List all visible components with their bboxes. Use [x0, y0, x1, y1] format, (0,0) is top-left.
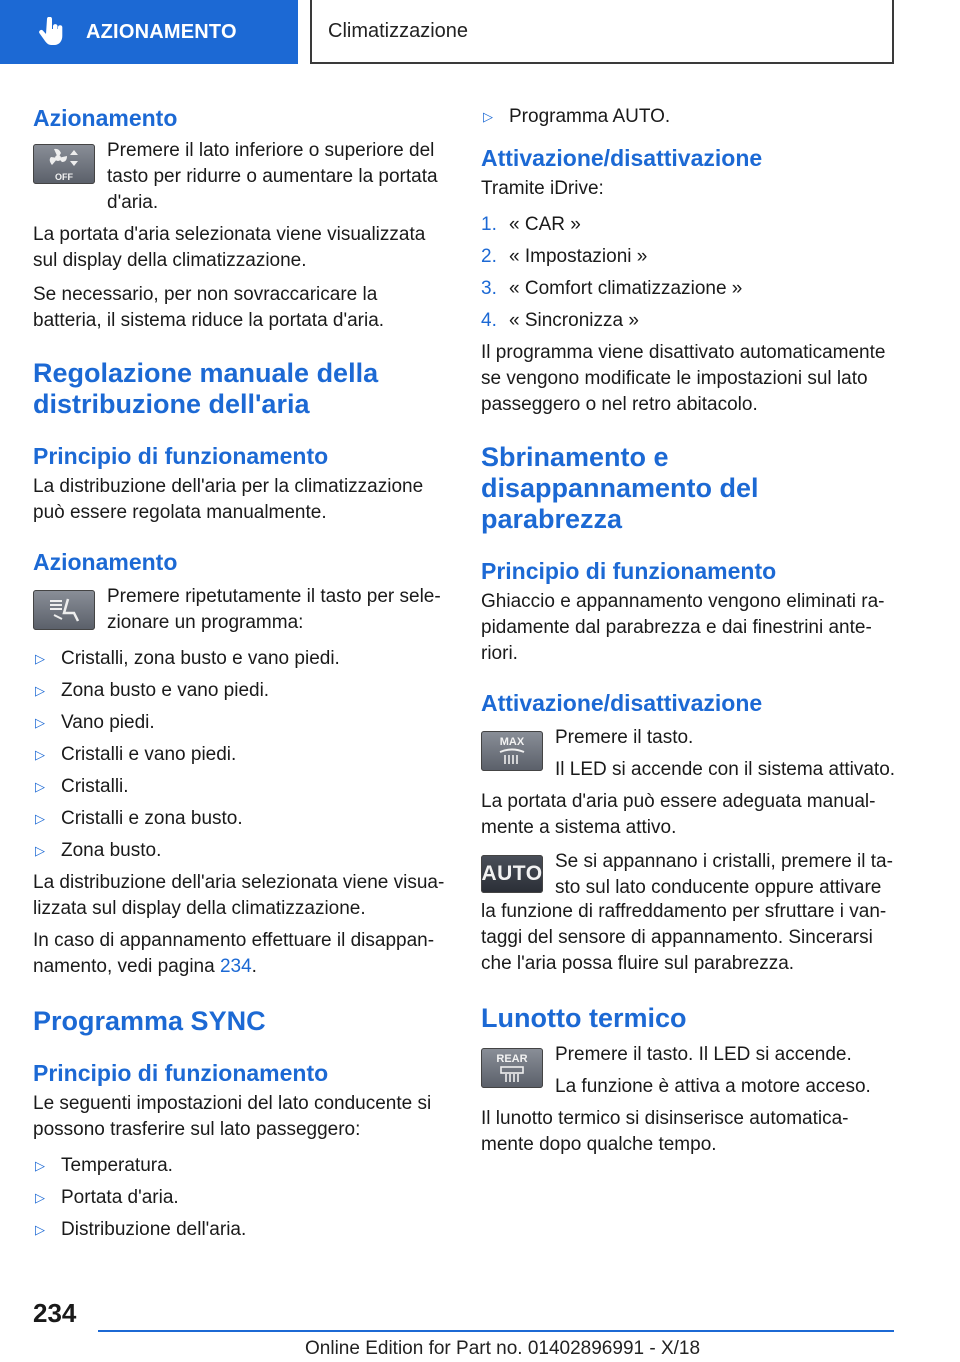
- heading-azionamento-2: Azionamento: [33, 549, 178, 575]
- heading-lunotto: Lunotto termico: [481, 1003, 687, 1033]
- text-disappannamento: In caso di appannamento effettuare il disappan‐namento, vedi pagina 234.: [33, 930, 435, 977]
- auto-button-row: [481, 851, 897, 901]
- list-item: 2. « Impostazioni »: [481, 246, 648, 267]
- max-label: MAX: [499, 736, 525, 748]
- text-manual: La portata d'aria può essere adeguata manual‐mente a sistema attivo.: [481, 791, 876, 838]
- page-link[interactable]: 234: [219, 956, 252, 977]
- text-lunotto-1: Premere il tasto. Il LED si accende.: [555, 1044, 852, 1065]
- text-distribuzione-display: La distribuzione dell'aria selezionata viene visua‐lizzata sul display della climatizzazione.: [33, 872, 445, 919]
- text-led: Il LED si accende con il sistema attivato.: [555, 759, 896, 780]
- text-batteria: Se necessario, per non sovraccaricare la batteria, il sistema riduce la portata d'aria.: [33, 284, 385, 331]
- fan-icon: [44, 146, 84, 172]
- air-distribution-button-icon: [33, 590, 95, 630]
- text-premere-tasto: Premere il tasto.: [555, 727, 694, 748]
- chapter-breadcrumb[interactable]: [310, 0, 894, 64]
- distribution-button-row: [33, 586, 449, 636]
- list-item: 4. « Sincronizza »: [481, 310, 639, 331]
- fan-button-row: [33, 140, 449, 216]
- list-item: ▷ Cristalli.: [35, 776, 129, 797]
- idrive-steps: [481, 212, 897, 334]
- program-list: [33, 646, 449, 864]
- list-item: 3. « Comfort climatizzazione »: [481, 278, 743, 299]
- edition-note: Online Edition for Part no. 01402896991 - X/18: [305, 1338, 701, 1359]
- max-button-row: [481, 727, 897, 783]
- section-tab[interactable]: [0, 0, 298, 64]
- list-item: ▷ Portata d'aria.: [35, 1187, 179, 1208]
- list-item: ▷ Zona busto.: [35, 840, 162, 861]
- text-lunotto-3: Il lunotto termico si disinserisce automatica‐mente dopo qualche tempo.: [481, 1108, 849, 1155]
- heading-principio-3: Principio di funzionamento: [481, 558, 777, 584]
- text-principio-2: Le seguenti impostazioni del lato conducente si possono trasferire sul lato passeggero:: [33, 1093, 432, 1140]
- list-item: ▷ Cristalli e zona busto.: [35, 808, 243, 829]
- text-idrive: Tramite iDrive:: [481, 178, 604, 199]
- heading-attivazione-1: Attivazione/disattivazione: [481, 145, 763, 171]
- footer-divider: [98, 1330, 894, 1332]
- heading-attivazione-2: Attivazione/disattivazione: [481, 690, 763, 716]
- rear-label: REAR: [496, 1053, 528, 1065]
- list-item: ▷ Vano piedi.: [35, 712, 155, 733]
- right-column: [481, 100, 897, 1158]
- text-auto-rest: la funzione di raffreddamento per sfruttare i van‐taggi del sensore di appannamento. Sincerarsi che l'aria possa fluire sul parabrezza.: [481, 901, 887, 974]
- max-defrost-button-icon: [481, 731, 543, 771]
- text-azionamento-2: Premere ripetutamente il tasto per sele‐zionare un programma:: [107, 586, 441, 633]
- list-item: ▷ Zona busto e vano piedi.: [35, 680, 270, 701]
- list-item: ▷ Temperatura.: [35, 1155, 173, 1176]
- text-lunotto-2: La funzione è attiva a motore acceso.: [555, 1076, 871, 1097]
- text-azionamento-1: Premere il lato inferiore o superiore del tasto per ridurre o aumentare la portata d'aria.: [107, 140, 438, 213]
- chapter-title: Climatizzazione: [328, 19, 469, 42]
- heading-principio-1: Principio di funzionamento: [33, 443, 329, 469]
- sync-list-continued: [481, 104, 897, 130]
- hand-pointer-icon: [38, 17, 64, 47]
- sync-list: [33, 1153, 449, 1243]
- heading-sbrinamento: Sbrinamento e disappannamento del parabrezza: [481, 442, 759, 534]
- rear-window-heater-icon: [497, 1065, 527, 1083]
- rear-defrost-button-icon: [481, 1048, 543, 1088]
- auto-button-icon: AUTO: [481, 855, 543, 893]
- left-column: [33, 100, 449, 1249]
- rear-button-row: [481, 1044, 897, 1100]
- heading-principio-2: Principio di funzionamento: [33, 1060, 329, 1086]
- text-principio-1: La distribuzione dell'aria per la climatizzazione può essere regolata manualmente.: [33, 476, 424, 523]
- list-item: ▷ Cristalli e vano piedi.: [35, 744, 237, 765]
- text-disattivato: Il programma viene disattivato automaticamente se vengono modificate le impostazioni sul lato passeggero o nel retro abitacolo.: [481, 342, 886, 415]
- seat-airflow-icon: [44, 595, 84, 625]
- list-item: ▷ Distribuzione dell'aria.: [35, 1219, 247, 1240]
- text-principio-3: Ghiaccio e appannamento vengono eliminati ra‐pidamente dal parabrezza e dai finestrini ante‐riori.: [481, 591, 885, 664]
- defrost-icon: [497, 748, 527, 766]
- list-item: 1. « CAR »: [481, 214, 581, 235]
- list-item: ▷ Programma AUTO.: [483, 106, 671, 127]
- heading-regolazione: Regolazione manuale della distribuzione dell'aria: [33, 358, 379, 419]
- section-title: AZIONAMENTO: [86, 20, 237, 43]
- page-number: 234: [33, 1298, 77, 1328]
- text-auto-first: Se si appannano i cristalli, premere il ta‐sto sul lato conducente oppure attivare: [555, 851, 893, 898]
- fan-off-label: OFF: [55, 172, 73, 182]
- list-item: ▷ Cristalli, zona busto e vano piedi.: [35, 648, 340, 669]
- heading-azionamento: Azionamento: [33, 105, 178, 131]
- heading-sync: Programma SYNC: [33, 1006, 266, 1036]
- fan-button-icon: [33, 144, 95, 184]
- text-portata-display: La portata d'aria selezionata viene visualizzata sul display della climatizzazione.: [33, 224, 426, 271]
